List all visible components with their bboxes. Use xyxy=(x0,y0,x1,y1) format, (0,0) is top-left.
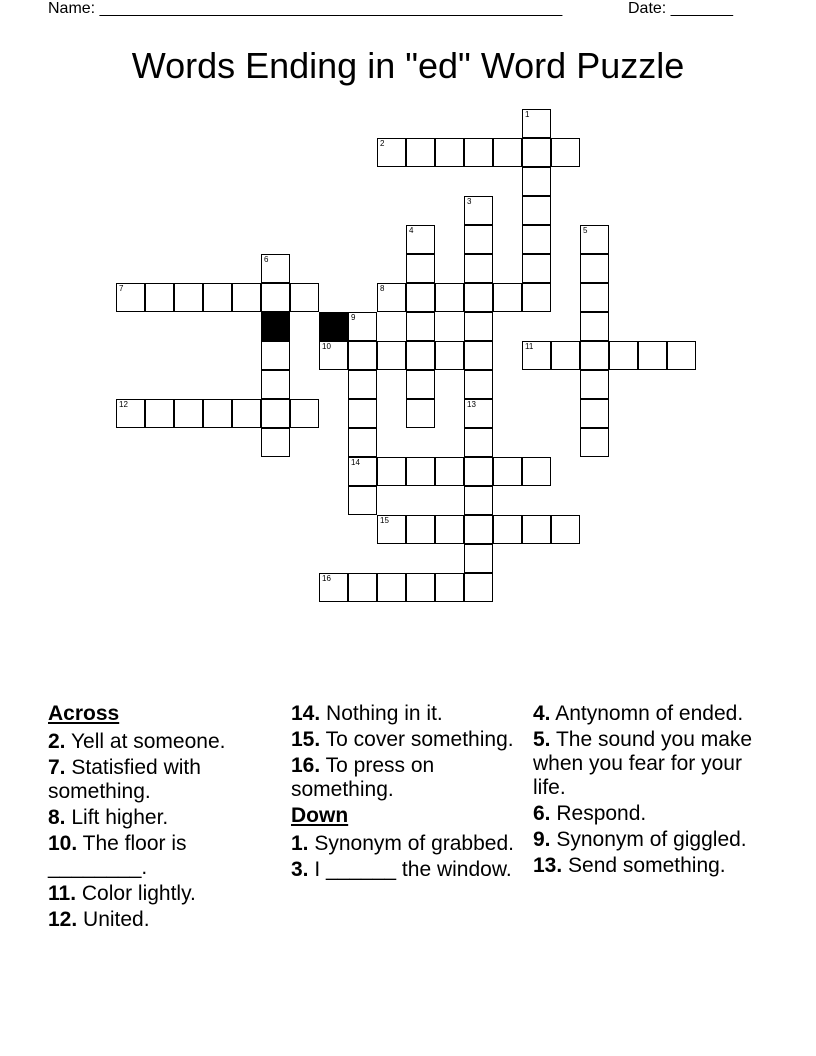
clue-number: 4. xyxy=(533,702,551,725)
grid-cell[interactable] xyxy=(348,370,377,399)
clue-number: 11 xyxy=(525,342,534,351)
grid-cell[interactable] xyxy=(116,399,145,428)
grid-cell[interactable] xyxy=(348,457,377,486)
across-clue xyxy=(291,754,521,802)
grid-cell[interactable] xyxy=(609,341,638,370)
grid-cell[interactable] xyxy=(203,399,232,428)
clue-text: Yell at someone. xyxy=(65,730,226,753)
clue-number: 1. xyxy=(291,832,309,855)
grid-cell[interactable] xyxy=(203,283,232,312)
grid-cell[interactable] xyxy=(522,109,551,138)
grid-cell[interactable] xyxy=(116,283,145,312)
grid-cell[interactable] xyxy=(261,428,290,457)
grid-cell[interactable] xyxy=(435,457,464,486)
grid-cell[interactable] xyxy=(406,573,435,602)
grid-cell[interactable] xyxy=(406,254,435,283)
grid-cell[interactable] xyxy=(464,544,493,573)
clue-number: 16 xyxy=(322,574,331,583)
clue-number: 16. xyxy=(291,754,321,777)
grid-cell[interactable] xyxy=(580,283,609,312)
grid-cell[interactable] xyxy=(145,399,174,428)
clue-number: 4 xyxy=(409,226,414,235)
grid-cell[interactable] xyxy=(377,457,406,486)
clue-number: 14 xyxy=(351,458,360,467)
clue-number: 9. xyxy=(533,828,551,851)
grid-cell[interactable] xyxy=(377,573,406,602)
clue-number: 2 xyxy=(380,139,385,148)
grid-cell[interactable] xyxy=(290,399,319,428)
down-clue xyxy=(533,702,763,726)
across-clue xyxy=(291,702,521,726)
clue-text: I ______ the window. xyxy=(308,858,512,881)
clue-number: 13 xyxy=(467,400,476,409)
grid-cell[interactable] xyxy=(319,573,348,602)
clue-text: The sound you make when you fear for your life. xyxy=(533,728,753,799)
grid-cell[interactable] xyxy=(464,399,493,428)
clue-text: United. xyxy=(77,908,150,931)
grid-cell[interactable] xyxy=(377,341,406,370)
grid-cell[interactable] xyxy=(493,457,522,486)
grid-cell[interactable] xyxy=(406,341,435,370)
grid-cell[interactable] xyxy=(319,341,348,370)
grid-cell[interactable] xyxy=(348,486,377,515)
clue-number: 10. xyxy=(48,832,78,855)
grid-cell[interactable] xyxy=(638,341,667,370)
grid-cell[interactable] xyxy=(522,515,551,544)
clues-column-2 xyxy=(291,702,521,884)
clue-number: 14. xyxy=(291,702,321,725)
clue-number: 7. xyxy=(48,756,66,779)
clue-text: To press on something. xyxy=(291,754,435,801)
clue-number: 8 xyxy=(380,284,385,293)
grid-cell[interactable] xyxy=(464,370,493,399)
clue-number: 15 xyxy=(380,516,389,525)
clue-number: 10 xyxy=(322,342,331,351)
clue-number: 13. xyxy=(533,854,563,877)
clues-column-3 xyxy=(533,702,763,880)
blocked-cell xyxy=(261,312,290,341)
grid-cell[interactable] xyxy=(435,283,464,312)
across-clue xyxy=(48,908,278,932)
grid-cell[interactable] xyxy=(522,457,551,486)
clue-text: Send something. xyxy=(562,854,726,877)
grid-cell[interactable] xyxy=(522,225,551,254)
grid-cell[interactable] xyxy=(348,573,377,602)
clue-number: 3 xyxy=(467,197,472,206)
clue-number: 12 xyxy=(119,400,128,409)
grid-cell[interactable] xyxy=(464,515,493,544)
across-clue xyxy=(48,806,278,830)
clue-number: 2. xyxy=(48,730,66,753)
clue-number: 8. xyxy=(48,806,66,829)
across-heading: Across xyxy=(48,702,120,725)
grid-cell[interactable] xyxy=(348,312,377,341)
grid-cell[interactable] xyxy=(493,283,522,312)
clue-text: Lift higher. xyxy=(65,806,169,829)
clue-number: 3. xyxy=(291,858,309,881)
grid-cell[interactable] xyxy=(406,225,435,254)
grid-cell[interactable] xyxy=(406,283,435,312)
clue-text: Statisfied with something. xyxy=(48,756,201,803)
grid-cell[interactable] xyxy=(232,399,261,428)
grid-cell[interactable] xyxy=(406,457,435,486)
grid-cell[interactable] xyxy=(580,254,609,283)
clue-text: To cover something. xyxy=(320,728,514,751)
grid-cell[interactable] xyxy=(464,312,493,341)
clue-number: 9 xyxy=(351,313,356,322)
grid-cell[interactable] xyxy=(464,341,493,370)
grid-cell[interactable] xyxy=(261,254,290,283)
grid-cell[interactable] xyxy=(493,138,522,167)
grid-cell[interactable] xyxy=(435,515,464,544)
grid-cell[interactable] xyxy=(435,341,464,370)
clue-text: Respond. xyxy=(550,802,647,825)
down-clue xyxy=(533,828,763,852)
clue-number: 5. xyxy=(533,728,551,751)
clues-column-1 xyxy=(48,702,278,934)
grid-cell[interactable] xyxy=(377,138,406,167)
grid-cell[interactable] xyxy=(493,515,522,544)
clue-number: 12. xyxy=(48,908,78,931)
grid-cell[interactable] xyxy=(464,254,493,283)
grid-cell[interactable] xyxy=(580,399,609,428)
down-clue xyxy=(533,728,763,800)
down-heading: Down xyxy=(291,804,349,827)
grid-cell[interactable] xyxy=(261,341,290,370)
clue-number: 11. xyxy=(48,882,77,905)
clue-number: 1 xyxy=(525,110,530,119)
clue-text: Synonym of giggled. xyxy=(550,828,747,851)
grid-cell[interactable] xyxy=(551,138,580,167)
grid-cell[interactable] xyxy=(522,254,551,283)
grid-cell[interactable] xyxy=(232,283,261,312)
grid-cell[interactable] xyxy=(464,428,493,457)
grid-cell[interactable] xyxy=(464,283,493,312)
grid-cell[interactable] xyxy=(464,573,493,602)
grid-cell[interactable] xyxy=(580,341,609,370)
clue-text: Synonym of grabbed. xyxy=(308,832,514,855)
grid-cell[interactable] xyxy=(522,167,551,196)
grid-cell[interactable] xyxy=(551,515,580,544)
grid-cell[interactable] xyxy=(464,225,493,254)
grid-cell[interactable] xyxy=(348,399,377,428)
grid-cell[interactable] xyxy=(464,457,493,486)
grid-cell[interactable] xyxy=(406,370,435,399)
down-clue xyxy=(533,854,763,878)
down-clue xyxy=(291,832,521,856)
grid-cell[interactable] xyxy=(522,196,551,225)
grid-cell[interactable] xyxy=(435,573,464,602)
clue-number: 6. xyxy=(533,802,551,825)
grid-cell[interactable] xyxy=(261,370,290,399)
grid-cell[interactable] xyxy=(174,283,203,312)
grid-cell[interactable] xyxy=(667,341,696,370)
across-clue xyxy=(48,832,278,880)
grid-cell[interactable] xyxy=(522,283,551,312)
grid-cell[interactable] xyxy=(464,486,493,515)
across-clue xyxy=(48,730,278,754)
grid-cell[interactable] xyxy=(348,428,377,457)
across-clue xyxy=(48,882,278,906)
grid-cell[interactable] xyxy=(174,399,203,428)
clue-text: Nothing in it. xyxy=(320,702,443,725)
grid-cell[interactable] xyxy=(290,283,319,312)
clue-number: 15. xyxy=(291,728,321,751)
grid-cell[interactable] xyxy=(580,225,609,254)
grid-cell[interactable] xyxy=(435,138,464,167)
grid-cell[interactable] xyxy=(580,428,609,457)
grid-cell[interactable] xyxy=(522,341,551,370)
grid-cell[interactable] xyxy=(261,283,290,312)
grid-cell[interactable] xyxy=(406,515,435,544)
grid-cell[interactable] xyxy=(145,283,174,312)
grid-cell[interactable] xyxy=(348,341,377,370)
grid-cell[interactable] xyxy=(464,138,493,167)
clue-number: 6 xyxy=(264,255,269,264)
grid-cell[interactable] xyxy=(406,399,435,428)
page-title: Words Ending in "ed" Word Puzzle xyxy=(131,45,685,86)
clue-number: 7 xyxy=(119,284,124,293)
clue-text: Antynomn of ended. xyxy=(550,702,744,725)
grid-cell[interactable] xyxy=(406,138,435,167)
across-clue xyxy=(48,756,278,804)
across-clue xyxy=(291,728,521,752)
grid-cell[interactable] xyxy=(522,138,551,167)
name-field-label[interactable]: Name: ____________________________________________________ xyxy=(48,0,563,17)
grid-cell[interactable] xyxy=(464,196,493,225)
down-clue xyxy=(291,858,521,882)
clues-section xyxy=(48,702,778,1042)
clue-text: The floor is ________. xyxy=(48,832,187,879)
grid-cell[interactable] xyxy=(261,399,290,428)
date-field-label[interactable]: Date: _______ xyxy=(628,0,733,17)
grid-cell[interactable] xyxy=(551,341,580,370)
grid-cell[interactable] xyxy=(377,283,406,312)
clue-text: Color lightly. xyxy=(76,882,196,905)
grid-cell[interactable] xyxy=(377,515,406,544)
grid-cell[interactable] xyxy=(580,312,609,341)
clue-number: 5 xyxy=(583,226,588,235)
down-clue xyxy=(533,802,763,826)
grid-cell[interactable] xyxy=(580,370,609,399)
blocked-cell xyxy=(319,312,348,341)
grid-cell[interactable] xyxy=(406,312,435,341)
